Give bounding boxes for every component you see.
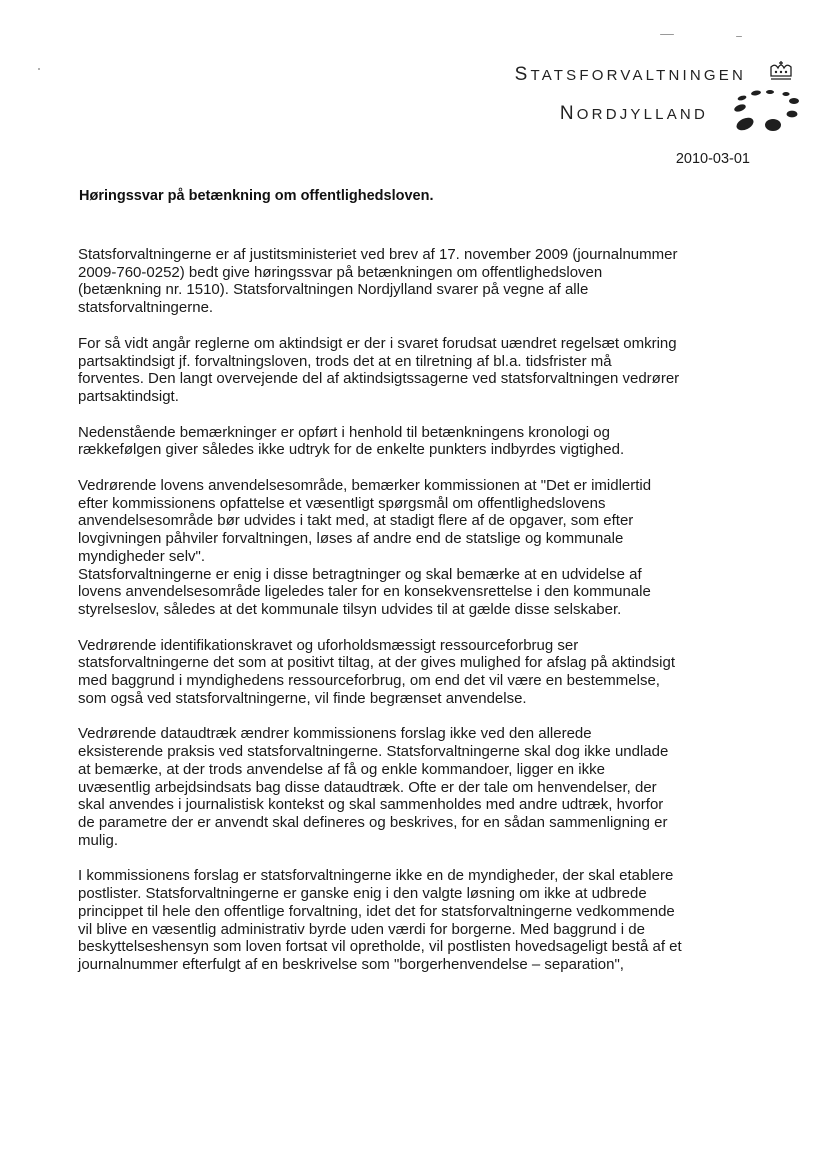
letter-body <box>78 246 758 992</box>
scan-speck <box>38 68 40 70</box>
dots-logo-icon <box>726 88 800 134</box>
body-paragraph: For så vidt angår reglerne om aktindsigt er der i svaret forudsat uændret regelsæt omkring partsaktindsigt jf. forvaltningsloven, trods det at en tilretning af bl.a. tidsfrister må forventes. Den langt overvejende del af aktindsigtssagerne ved statsforvaltningen vedrører partsaktindsigt. <box>78 334 680 405</box>
agency-name: STATSFORVALTNINGEN <box>514 64 746 85</box>
body-paragraph: Statsforvaltningerne er enig i disse betragtninger og skal bemærke at en udvidelse af lovens anvendelsesområde ligeledes taler for en konsekvensrettelse i den kommunale styrelseslov, således at det kommunale tilsyn udvides til at gælde disse selskaber. <box>78 565 651 618</box>
body-paragraph: Nedenstående bemærkninger er opført i henhold til betænkningens kronologi og rækkefølgen giver således ikke udtryk for de enkelte punkters indbyrdes vigtighed. <box>78 423 625 459</box>
body-paragraph: I kommissionens forslag er statsforvaltningerne ikke en de myndigheder, der skal etablere postlister. Statsforvaltningerne er ganske enig i den valgte løsning om ikke at udbrede princippet til hele den offentlige forvaltning, idet det for statsforvaltningerne vedkommende vil blive en væsentlig administrativ byrde uden værdi for borgerne. Med baggrund i de beskyttelseshensyn som loven fortsat vil opretholde, vil postlisten hovedsageligt bestå af et journalnummer efterfulgt af en beskrivelse som "borgerhenvendelse – separation", <box>78 867 682 973</box>
body-paragraph: Vedrørende dataudtræk ændrer kommissionens forslag ikke ved den allerede eksisterende praksis ved statsforvaltningerne. Statsforvaltningerne skal dog ikke undlade at bemærke, at der trods anvendelse af få og enkle kommandoer, ligger en ikke uvæsentlig arbejdsindsats bag disse dataudtræk. Ofte er der tale om henvendelser, der skal anvendes i journalistisk kontekst og skal sammenholdes med andre udtræk, hvorfor de parametre der er anvendt skal defineres og beskrives, for en sådan sammenligning er mulig. <box>78 725 669 849</box>
scan-speck <box>736 36 742 37</box>
body-paragraph: Vedrørende lovens anvendelsesområde, bemærker kommissionen at "Det er imidlertid efter kommissionens opfattelse et væsentligt spørgsmål om offentlighedslovens anvendelsesområde bør udvides i takt med, at stadigt flere af de opgaver, som efter lovgivningen påhviler forvaltningen, løses af andre end de statslige og kommunale myndigheder selv". <box>78 477 652 565</box>
crown-icon <box>768 60 794 82</box>
scan-speck <box>660 34 674 35</box>
body-paragraph: Statsforvaltningerne er af justitsministeriet ved brev af 17. november 2009 (journalnummer 2009-760-0252) bedt give høringssvar på betænkningen om offentlighedsloven (betænkning nr. 1510). Statsforvaltningen Nordjylland svarer på vegne af alle statsforvaltningerne. <box>78 246 678 317</box>
region-name: NORDJYLLAND <box>559 103 708 124</box>
body-paragraph: Vedrørende identifikationskravet og uforholdsmæssigt ressourceforbrug ser statsforvaltningerne det som at positivt tiltag, at der gives mulighed for afslag på aktindsigt med baggrund i myndighedens ressourceforbrug, om end det vil være en bestemmelse, som også ved statsforvaltningerne, vil finde begrænset anvendelse. <box>78 636 675 707</box>
letter-date: 2010-03-01 <box>675 151 750 167</box>
letter-subject: Høringssvar på betænkning om offentlighedsloven. <box>79 188 434 204</box>
